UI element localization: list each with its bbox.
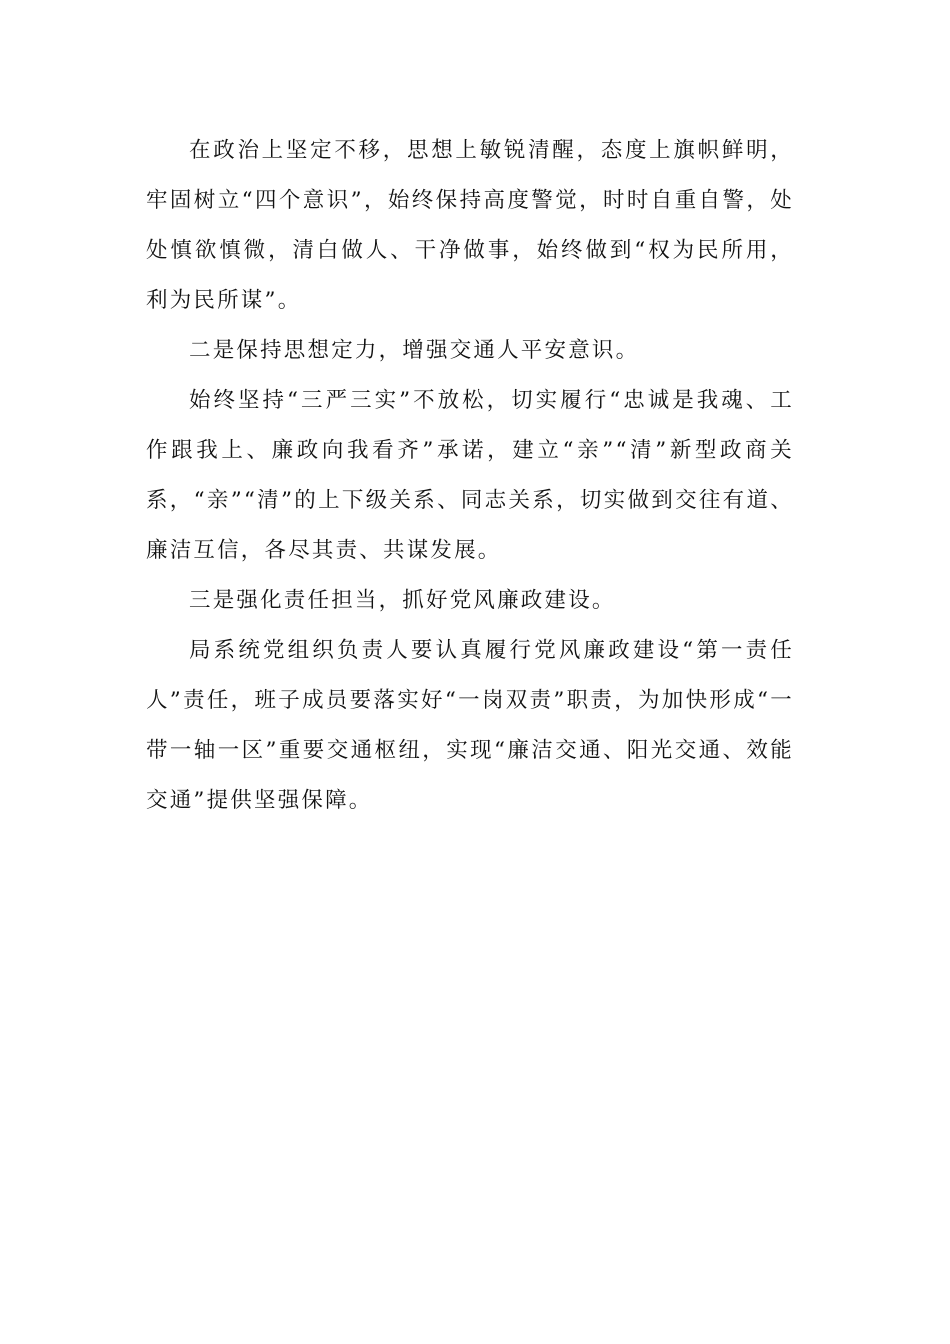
heading-three-responsibility: 三是强化责任担当，抓好党风廉政建设。 — [189, 588, 616, 613]
paragraph-party-leadership: 局系统党组织负责人要认真履行党风廉政建设“第一责任人”责任，班子成员要落实好“一岗双责”职责，为加快形成“一带一轴一区”重要交通枢纽，实现“廉洁交通、阳光交通、效能交通”提供坚强保障。 — [146, 638, 794, 813]
heading-two-mindset: 二是保持思想定力，增强交通人平安意识。 — [189, 338, 640, 363]
paragraph-three-stricts: 始终坚持“三严三实”不放松，切实履行“忠诚是我魂、工作跟我上、廉政向我看齐”承诺，建立“亲”“清”新型政商关系，“亲”“清”的上下级关系、同志关系，切实做到交往有道、廉洁互信，各尽其责、共谋发展。 — [146, 388, 794, 563]
paragraph-political-stance: 在政治上坚定不移，思想上敏锐清醒，态度上旗帜鲜明，牢固树立“四个意识”，始终保持高度警觉，时时自重自警，处处慎欲慎微，清白做人、干净做事，始终做到“权为民所用，利为民所谋”。 — [146, 138, 794, 313]
document-body — [146, 126, 794, 826]
